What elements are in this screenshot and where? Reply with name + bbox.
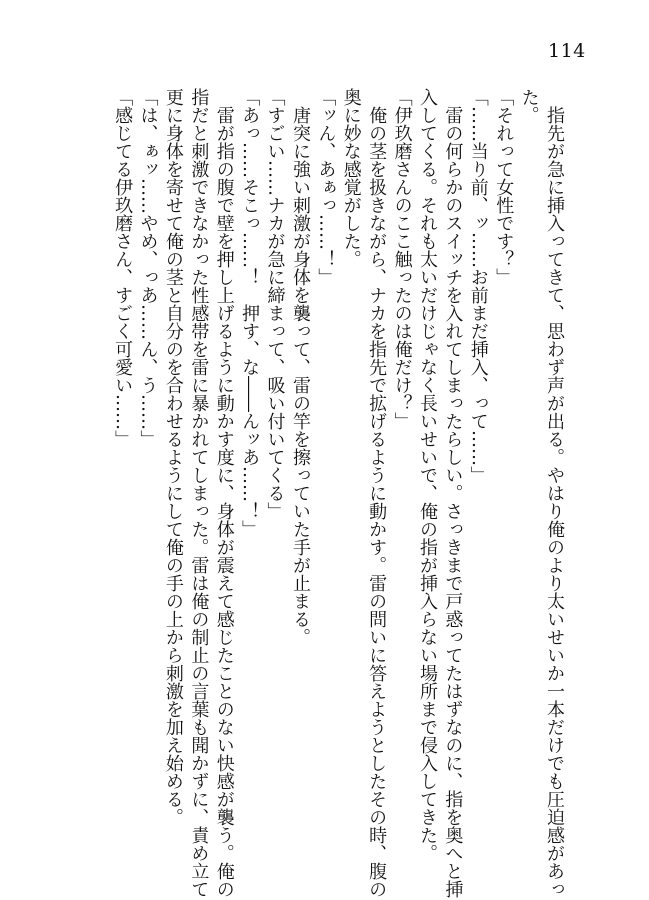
text-line: 「それって女性です？」	[493, 88, 515, 286]
text-line: 俺の茎を扱きながら、ナカを指先で拡げるように動かす。雷の問いに答えようとしたその時、腹の	[366, 88, 388, 898]
text-line: 雷の何らかのスイッチを入れてしまったらしい。さっきまで戸惑ってたはずなのに、指を奥へと挿	[442, 88, 464, 898]
text-line: 「すごい……ナカが急に締まって、吸い付いてくる」	[264, 88, 286, 520]
text-line: 「ッん、あぁっ……！」	[315, 88, 337, 286]
text-line: 指だと刺激できなかった性感帯を雷に暴かれてしまった。雷は俺の制止の言葉も聞かずに、責め立て	[188, 88, 210, 898]
text-line: 雷が指の腹で壁を押し上げるように動かす度に、身体が震えて感じたことのない快感が襲う。俺の	[213, 88, 235, 898]
text-line: 更に身体を寄せて俺の茎と自分のを合わせるようにして俺の手の上から刺激を加え始める。	[162, 88, 184, 826]
text-line: 「……当り前、ッ……お前まだ挿入、って……」	[467, 88, 489, 484]
text-line: 「伊玖磨さんのここ触ったのは俺だけ？」	[391, 88, 413, 430]
text-line: 奥に妙な感覚がした。	[340, 88, 362, 268]
text-line: 「あっ……そこっ……！ 押す、な――んッあ……！」	[239, 88, 261, 538]
text-line: 唐突に強い刺激が身体を襲って、雷の竿を擦っていた手が止まる。	[289, 88, 311, 646]
text-line: 指先が急に挿入ってきて、思わず声が出る。やはり俺のより太いせいか一本だけでも圧迫感があっ	[544, 88, 565, 898]
page-number: 114	[548, 40, 586, 62]
text-line: た。	[518, 88, 540, 124]
text-line: 「感じてる伊玖磨さん、すごく可愛い……」	[112, 88, 134, 448]
text-line: 入してくる。それも太いだけじゃなく長いせいで、俺の指が挿入らない場所まで侵入してきた。	[416, 88, 438, 862]
text-line: 「は、ぁッ……やめ、っあ……ん、う……」	[137, 88, 159, 448]
body-text	[67, 88, 567, 898]
